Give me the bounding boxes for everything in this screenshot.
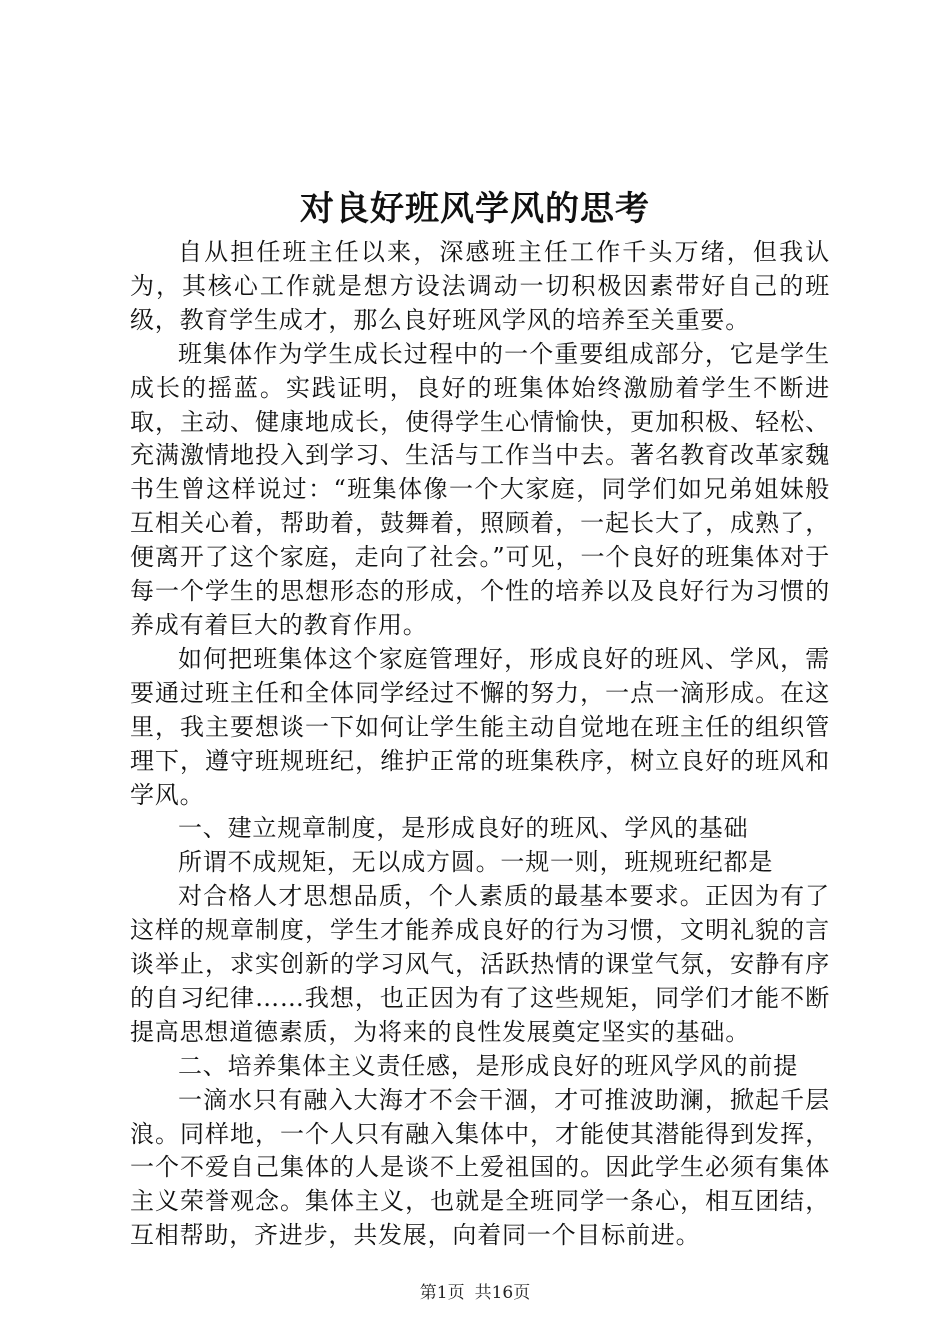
page-footer xyxy=(0,1282,950,1304)
section-heading-1: 一、建立规章制度，是形成良好的班风、学风的基础 xyxy=(178,814,749,843)
document-title: 对良好班风学风的思考 xyxy=(300,189,650,229)
paragraph-how-to-manage: 如何把班集体这个家庭管理好，形成良好的班风、学风，需要通过班主任和全体同学经过不懈的努力，一点一滴形成。在这里，我主要想谈一下如何让学生能主动自觉地在班主任的组织管理下，遵守班规班纪，维护正常的班集秩序，树立良好的班风和学风。 xyxy=(130,644,830,809)
page-total: 共16页 xyxy=(474,1283,531,1303)
section-heading-2: 二、培养集体主义责任感，是形成良好的班风学风的前提 xyxy=(178,1051,798,1080)
paragraph-intro: 自从担任班主任以来，深感班主任工作千头万绪，但我认为，其核心工作就是想方设法调动一切积极因素带好自己的班级，教育学生成才，那么良好班风学风的培养至关重要。 xyxy=(130,238,830,334)
paragraph-collectivism: 一滴水只有融入大海才不会干涸，才可推波助澜，掀起千层浪。同样地，一个人只有融入集体中，才能使其潜能得到发挥，一个不爱自己集体的人是谈不上爱祖国的。因此学生必须有集体主义荣誉观念。集体主义，也就是全班同学一条心，相互团结，互相帮助，齐进步，共发展，向着同一个目标前进。 xyxy=(130,1085,830,1250)
paragraph-rules-2: 对合格人才思想品质，个人素质的最基本要求。正因为有了这样的规章制度，学生才能养成良好的行为习惯，文明礼貌的言谈举止，求实创新的学习风气，活跃热情的课堂气氛，安静有序的自习纪律……我想，也正因为有了这些规矩，同学们才能不断提高思想道德素质，为将来的良性发展奠定坚实的基础。 xyxy=(130,882,830,1046)
page-number: 第1页 xyxy=(419,1283,465,1303)
paragraph-class-collective: 班集体作为学生成长过程中的一个重要组成部分，它是学生成长的摇蓝。实践证明，良好的班集体始终激励着学生不断进取，主动、健康地成长，使得学生心情愉快，更加积极、轻松、充满激情地投入到学习、生活与工作当中去。著名教育改革家魏书生曾这样说过：“班集体像一个大家庭，同学们如兄弟姐妹般互相关心着，帮助着，鼓舞着，照顾着，一起长大了，成熟了，便离开了这个家庭，走向了社会。”可见，一个良好的班集体对于每一个学生的思想形态的形成，个性的培养以及良好行为习惯的养成有着巨大的教育作用。 xyxy=(130,339,830,639)
document-body xyxy=(130,236,830,1253)
paragraph-rules-1: 所谓不成规矩，无以成方圆。一规一则，班规班纪都是 xyxy=(178,848,774,877)
